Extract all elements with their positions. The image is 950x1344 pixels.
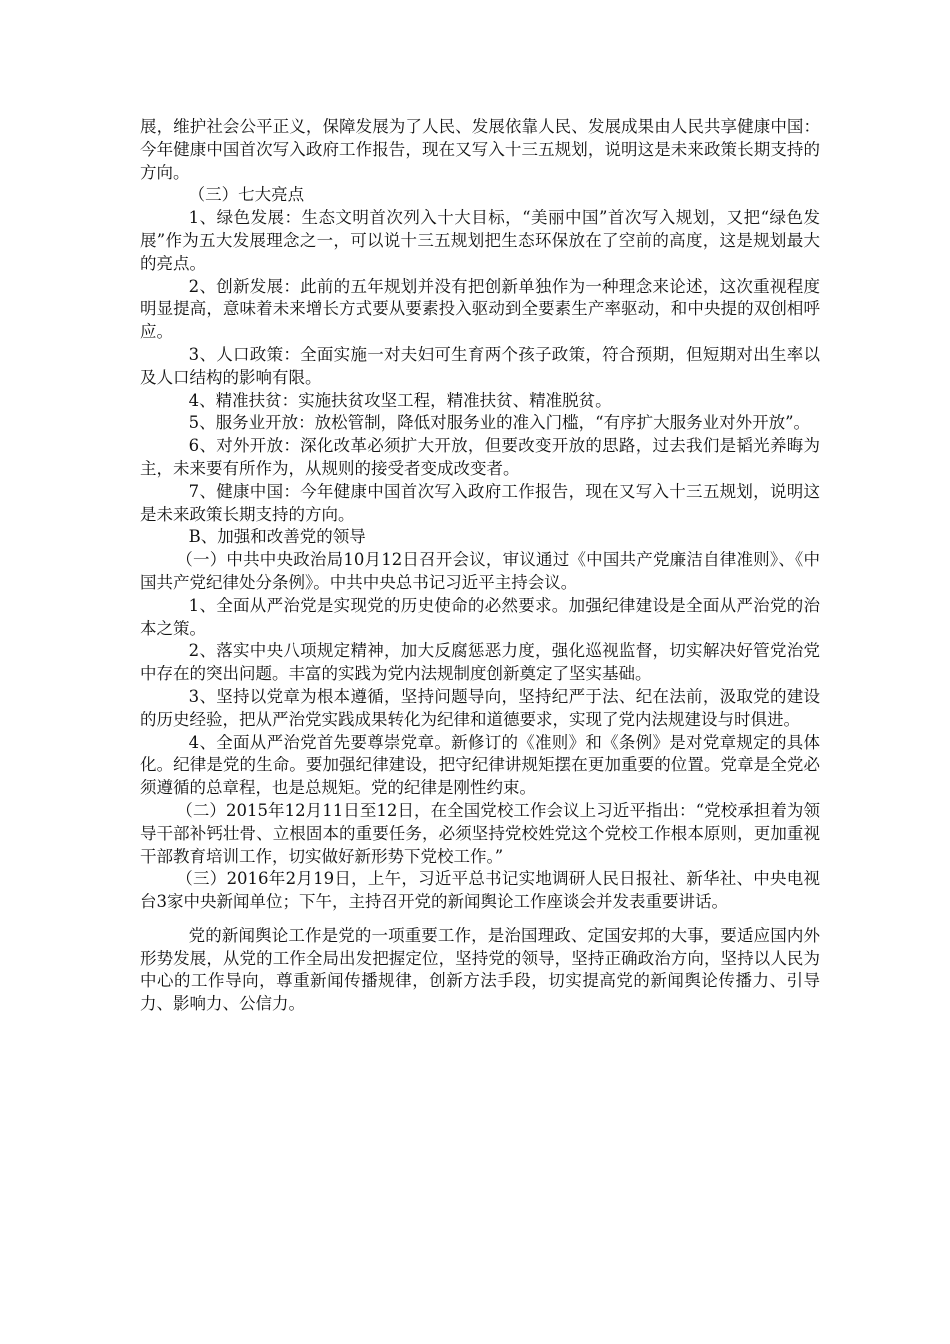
section-heading-highlights: （三）七大亮点 bbox=[188, 185, 305, 205]
paragraph-point-1: 1、全面从严治党是实现党的历史使命的必然要求。加强纪律建设是全面从严治党的治本之策。 bbox=[140, 595, 820, 638]
paragraph-party-school-conference: （二）2015年12月11日至12日，在全国党校工作会议上习近平指出：“党校承担着为领导干部补钙壮骨、立根固本的重要任务，必须坚持党校姓党这个党校工作根本原则，更加重视干部教育培训工作，切实做好新形势下党校工作。” bbox=[140, 800, 820, 866]
paragraph-news-work-importance: 党的新闻舆论工作是党的一项重要工作，是治国理政、定国安邦的大事，要适应国内外形势发展，从党的工作全局出发把握定位，坚持党的领导，坚持正确政治方向，坚持以人民为中心的工作导向，尊重新闻传播规律，创新方法手段，切实提高党的新闻舆论传播力、引导力、影响力、公信力。 bbox=[140, 925, 820, 1014]
paragraph-poverty-alleviation: 4、精准扶贫：实施扶贫攻坚工程，精准扶贫、精准脱贫。 bbox=[188, 390, 612, 410]
paragraph-news-media-visit: （三）2016年2月19日，上午，习近平总书记实地调研人民日报社、新华社、中央电视台3家中央新闻单位；下午，主持召开党的新闻舆论工作座谈会并发表重要讲话。 bbox=[140, 869, 820, 912]
paragraph-point-4: 4、全面从严治党首先要尊崇党章。新修订的《准则》和《条例》是对党章规定的具体化。纪律是党的生命。要加强纪律建设，把守纪律讲规矩摆在更加重要的位置。党章是全党必须遵循的总章程，也是总规矩。党的纪律是刚性约束。 bbox=[140, 732, 820, 798]
paragraph-politburo-meeting: （一）中共中央政治局10月12日召开会议，审议通过《中国共产党廉洁自律准则》、《中国共产党纪律处分条例》。中共中央总书记习近平主持会议。 bbox=[140, 550, 820, 592]
section-heading-party-leadership: B、加强和改善党的领导 bbox=[188, 527, 366, 547]
document-body bbox=[140, 116, 820, 1016]
paragraph-point-3: 3、坚持以党章为根本遵循，坚持问题导向，坚持纪严于法、纪在法前，汲取党的建设的历史经验，把从严治党实践成果转化为纪律和道德要求，实现了党内法规建设与时俱进。 bbox=[140, 686, 820, 729]
paragraph-innovation: 2、创新发展：此前的五年规划并没有把创新单独作为一种理念来论述，这次重视程度明显提高，意味着未来增长方式要从要素投入驱动到全要素生产率驱动，和中央提的双创相呼应。 bbox=[140, 276, 820, 342]
paragraph-point-2: 2、落实中央八项规定精神，加大反腐惩恶力度，强化巡视监督，切实解决好管党治党中存在的突出问题。丰富的实践为党内法规制度创新奠定了坚实基础。 bbox=[140, 641, 820, 684]
paragraph-continuation: 展，维护社会公平正义，保障发展为了人民、发展依靠人民、发展成果由人民共享健康中国：今年健康中国首次写入政府工作报告，现在又写入十三五规划，说明这是未来政策长期支持的方向。 bbox=[140, 117, 820, 182]
paragraph-green-development: 1、绿色发展：生态文明首次列入十大目标，“美丽中国”首次写入规划，又把“绿色发展”作为五大发展理念之一，可以说十三五规划把生态环保放在了空前的高度，这是规划最大的亮点。 bbox=[140, 208, 820, 273]
paragraph-opening-up: 6、对外开放：深化改革必须扩大开放，但要改变开放的思路，过去我们是韬光养晦为主，未来要有所作为，从规则的接受者变成改变者。 bbox=[140, 436, 820, 478]
paragraph-healthy-china: 7、健康中国：今年健康中国首次写入政府工作报告，现在又写入十三五规划，说明这是未来政策长期支持的方向。 bbox=[140, 481, 820, 524]
paragraph-service-opening: 5、服务业开放：放松管制，降低对服务业的准入门槛，“有序扩大服务业对外开放”。 bbox=[188, 413, 811, 433]
paragraph-population-policy: 3、人口政策：全面实施一对夫妇可生育两个孩子政策，符合预期，但短期对出生率以及人口结构的影响有限。 bbox=[140, 344, 820, 387]
